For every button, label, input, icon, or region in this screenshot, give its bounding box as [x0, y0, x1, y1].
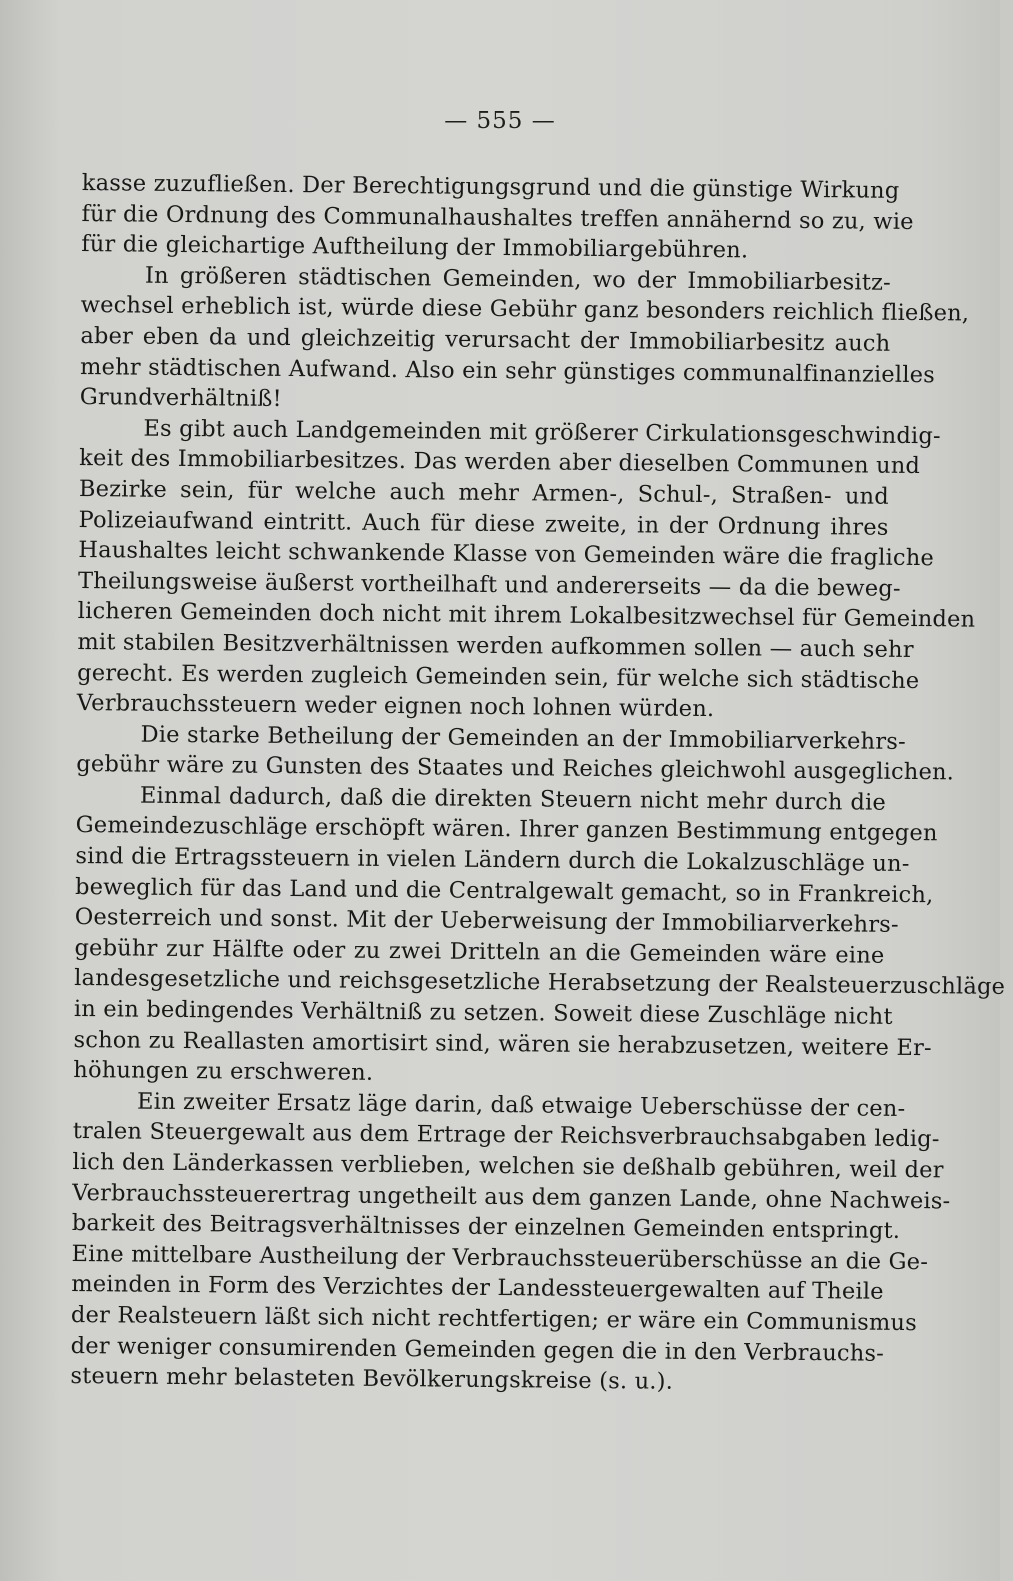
- text-line: Grundverhältniß!: [79, 384, 282, 413]
- text-line: sind die Ertragssteuern in vielen Ländern durch die Lokalzuschläge un-: [75, 843, 910, 878]
- text-line: mehr städtischen Aufwand. Also ein sehr günstiges communalfinanzielles: [79, 353, 936, 388]
- text-line: gebühr zur Hälfte oder zu zwei Dritteln an die Gemeinden wäre eine: [74, 934, 885, 969]
- text-line: höhungen zu erschweren.: [73, 1057, 374, 1087]
- text-line: für die gleichartige Auftheilung der Immobiliargebühren.: [81, 231, 749, 264]
- text-line: Haushaltes leicht schwankende Klasse von Gemeinden wäre die fragliche: [78, 537, 935, 572]
- text-line: Gemeindezuschläge erschöpft wären. Ihrer ganzen Bestimmung entgegen: [75, 812, 938, 847]
- text-line: gerecht. Es werden zugleich Gemeinden sein, für welche sich städtische: [77, 659, 920, 694]
- text-line: wechsel erheblich ist, würde diese Gebühr ganz besonders reichlich fließen,: [80, 292, 970, 327]
- text-line: lich den Länderkassen verblieben, welchen sie deßhalb gebühren, weil der: [72, 1148, 944, 1184]
- text-line: mit stabilen Besitzverhältnissen werden aufkommen sollen — auch sehr: [77, 628, 914, 663]
- text-line: Verbrauchssteuerertrag ungetheilt aus dem ganzen Lande, ohne Nachweis-: [72, 1179, 951, 1214]
- text-line: Theilungsweise äußerst vortheilhaft und andererseits — da die beweg-: [77, 567, 901, 602]
- text-line: steuern mehr belasteten Bevölkerungskreise (s. u.).: [70, 1363, 674, 1395]
- text-line: beweglich für das Land und die Centralgewalt gemacht, so in Frankreich,: [74, 873, 934, 908]
- text-line: Eine mittelbare Austheilung der Verbrauchssteuerüberschüsse an die Ge-: [71, 1240, 929, 1275]
- text-line: schon zu Reallasten amortisirt sind, wären sie herabzusetzen, weitere Er-: [73, 1026, 932, 1061]
- body-text: [70, 168, 1006, 1399]
- text-line: Verbrauchssteuern weder eignen noch lohnen würden.: [76, 690, 715, 723]
- text-line: Bezirke sein, für welche auch mehr Armen-, Schul-, Straßen- und: [78, 475, 890, 510]
- text-line: Oesterreich und sonst. Mit der Ueberweisung der Immobiliarverkehrs-: [74, 904, 899, 939]
- text-line: Einmal dadurch, daß die direkten Steuern nicht mehr durch die: [139, 782, 887, 816]
- text-line: der weniger consumirenden Gemeinden gegen die in den Verbrauchs-: [70, 1332, 885, 1367]
- page-number: — 555 —: [444, 108, 556, 134]
- text-line: barkeit des Beitragsverhältnisses der einzelnen Gemeinden entspringt.: [71, 1210, 901, 1245]
- text-line: keit des Immobiliarbesitzes. Das werden aber dieselben Communen und: [79, 445, 921, 480]
- text-line: landesgesetzliche und reichsgesetzliche Herabsetzung der Realsteuerzuschläge: [74, 965, 1006, 1001]
- text-line: in ein bedingendes Verhältniß zu setzen. Soweit diese Zuschläge nicht: [73, 995, 893, 1030]
- text-line: Die starke Betheilung der Gemeinden an der Immobiliarverkehrs-: [140, 721, 906, 755]
- text-line: für die Ordnung des Communalhaushaltes treffen annähernd so zu, wie: [81, 200, 914, 235]
- text-line: der Realsteuern läßt sich nicht rechtfertigen; er wäre ein Communismus: [70, 1301, 918, 1337]
- text-line: licheren Gemeinden doch nicht mit ihrem Lokalbesitzwechsel für Gemeinden: [77, 598, 976, 633]
- text-line: Polizeiaufwand eintritt. Auch für diese zweite, in der Ordnung ihres: [78, 506, 889, 541]
- text-line: aber eben da und gleichzeitig verursacht der Immobiliarbesitz auch: [80, 322, 891, 357]
- text-line: Es gibt auch Landgemeinden mit größerer Cirkulationsgeschwindig-: [143, 415, 941, 450]
- text-line: In größeren städtischen Gemeinden, wo der Immobiliarbesitz-: [144, 262, 892, 296]
- text-line: kasse zuzufließen. Der Berechtigungsgrund und die günstige Wirkung: [81, 169, 900, 204]
- text-line: Ein zweiter Ersatz läge darin, daß etwaige Ueberschüsse der cen-: [136, 1088, 906, 1122]
- text-line: gebühr wäre zu Gunsten des Staates und Reiches gleichwohl ausgeglichen.: [76, 751, 955, 786]
- text-line: meinden in Form des Verzichtes der Landessteuergewalten auf Theile: [71, 1271, 884, 1306]
- text-line: tralen Steuergewalt aus dem Ertrage der Reichsverbrauchsabgaben ledig-: [72, 1118, 940, 1153]
